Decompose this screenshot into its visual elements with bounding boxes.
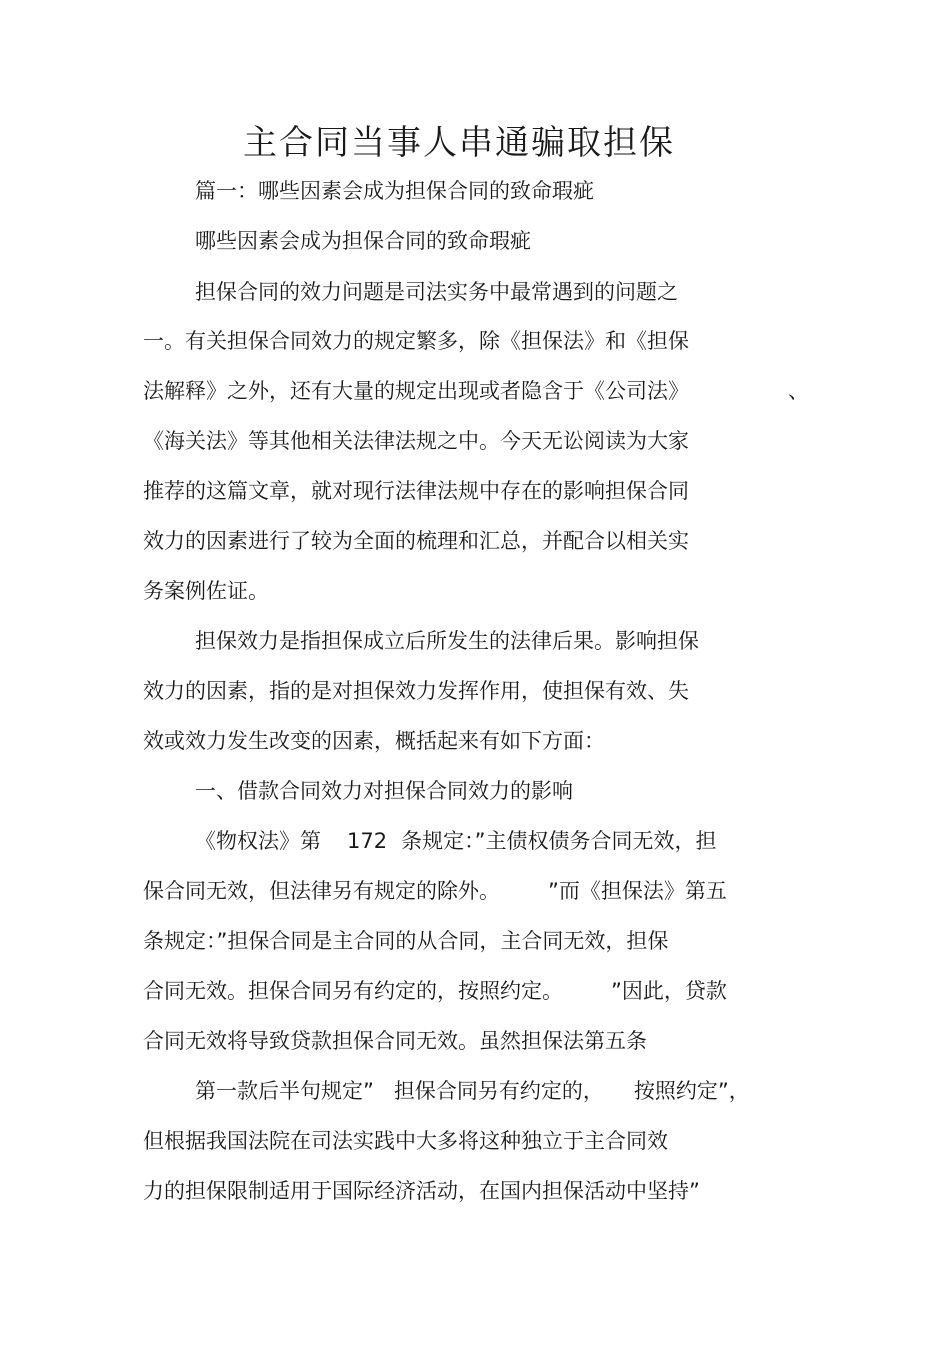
paragraph-line: 务案例佐证。 <box>143 579 269 603</box>
stray-punctuation: 、 <box>788 379 809 403</box>
line-segment: 条规定：”主债权债务合同无效，担 <box>401 829 717 853</box>
article-subtitle: 篇一：哪些因素会成为担保合同的致命瑕疵 <box>195 179 594 203</box>
paragraph-line <box>195 1076 750 1106</box>
paragraph-line: 合同无效将导致贷款担保合同无效。虽然担保法第五条 <box>143 1029 647 1053</box>
paragraph-line: 法解释》之外，还有大量的规定出现或者隐含于《公司法》 <box>143 379 689 403</box>
paragraph-line: 担保合同的效力问题是司法实务中最常遇到的问题之 <box>195 280 678 304</box>
line-segment: ”而《担保法》第五 <box>548 879 727 903</box>
line-segment: 保合同无效，但法律另有规定的除外。 <box>143 879 500 903</box>
paragraph-line <box>143 876 727 906</box>
paragraph-line: 条规定：”担保合同是主合同的从合同，主合同无效，担保 <box>143 929 669 953</box>
paragraph-line: 效力的因素进行了较为全面的梳理和汇总，并配合以相关实 <box>143 529 689 553</box>
article-number: 172 <box>347 829 388 853</box>
line-segment: 第一款后半句规定” <box>195 1079 374 1103</box>
paragraph-line: 效或效力发生改变的因素，概括起来有如下方面： <box>143 729 605 753</box>
paragraph-line: 一。有关担保合同效力的规定繁多，除《担保法》和《担保 <box>143 329 689 353</box>
paragraph-line: 力的担保限制适用于国际经济活动，在国内担保活动中坚持” <box>143 1179 700 1203</box>
paragraph-line <box>195 826 716 856</box>
paragraph-line: 担保效力是指担保成立后所发生的法律后果。影响担保 <box>195 629 699 653</box>
document-title: 主合同当事人串通骗取担保 <box>243 123 675 163</box>
line-segment: 按照约定”， <box>633 1079 750 1103</box>
paragraph-line: 推荐的这篇文章，就对现行法律法规中存在的影响担保合同 <box>143 479 689 503</box>
section-heading: 一、借款合同效力对担保合同效力的影响 <box>195 779 573 803</box>
line-segment: 合同无效。担保合同另有约定的，按照约定。 <box>143 979 563 1003</box>
paragraph-line: 效力的因素，指的是对担保效力发挥作用，使担保有效、失 <box>143 679 689 703</box>
paragraph-line: 《海关法》等其他相关法律法规之中。今天无讼阅读为大家 <box>143 429 689 453</box>
paragraph-line <box>143 976 727 1006</box>
line-segment: ”因此，贷款 <box>611 979 727 1003</box>
paragraph-line: 但根据我国法院在司法实践中大多将这种独立于主合同效 <box>143 1129 668 1153</box>
section-heading: 哪些因素会成为担保合同的致命瑕疵 <box>195 229 531 253</box>
line-segment: 担保合同另有约定的， <box>393 1079 604 1103</box>
line-segment: 《物权法》第 <box>195 829 321 853</box>
